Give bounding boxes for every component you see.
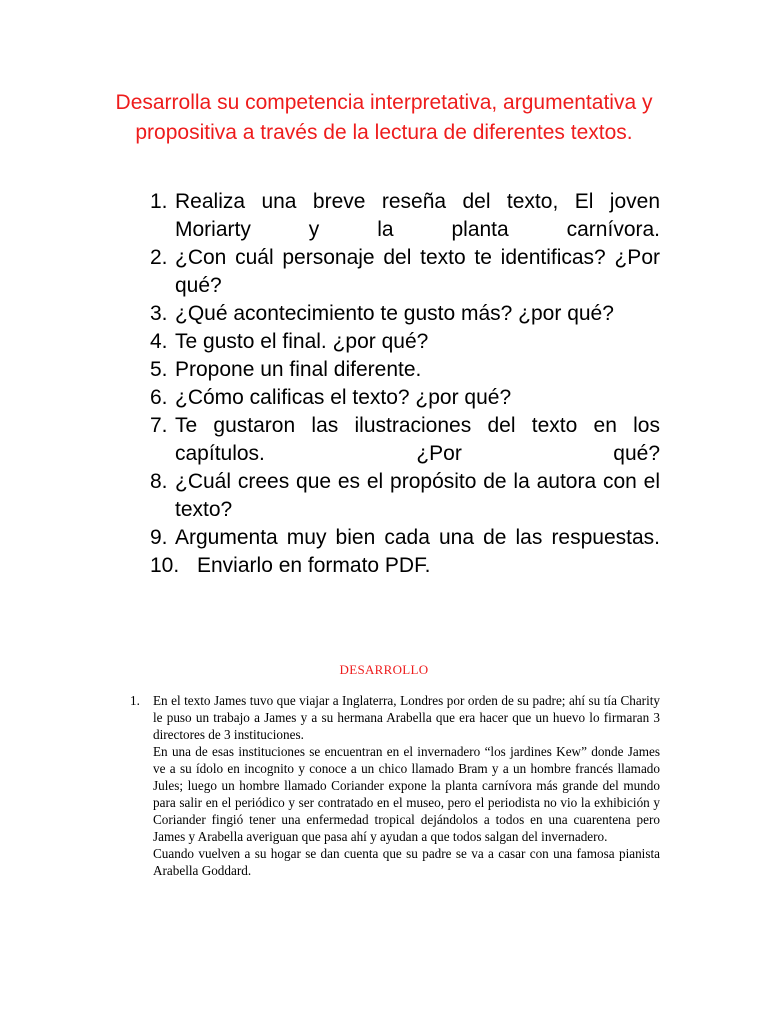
question-number: 3. bbox=[150, 302, 168, 325]
question-item bbox=[150, 328, 660, 356]
question-number: 6. bbox=[150, 386, 168, 409]
question-text: Te gusto el final. ¿por qué? bbox=[175, 330, 429, 353]
question-item bbox=[150, 356, 660, 384]
question-text: ¿Cuál crees que es el propósito de la autora con el texto? bbox=[175, 470, 660, 521]
question-item bbox=[150, 524, 660, 552]
question-text: Argumenta muy bien cada una de las respuestas. bbox=[175, 526, 660, 549]
question-text: Enviarlo en formato PDF. bbox=[197, 554, 431, 577]
question-text: ¿Cómo calificas el texto? ¿por qué? bbox=[175, 386, 512, 409]
question-item bbox=[150, 552, 660, 580]
question-number: 2. bbox=[150, 246, 168, 269]
question-number: 9. bbox=[150, 526, 168, 549]
document-heading: Desarrolla su competencia interpretativa, argumentativa y propositiva a través de la lectura de diferentes textos. bbox=[115, 91, 653, 144]
question-item bbox=[150, 244, 660, 300]
question-number: 10. bbox=[150, 554, 180, 577]
question-number: 4. bbox=[150, 330, 168, 353]
question-text: Realiza una breve reseña del texto, El joven Moriarty y la planta carnívora. bbox=[175, 190, 660, 241]
question-number: 8. bbox=[150, 470, 168, 493]
question-text: ¿Qué acontecimiento te gusto más? ¿por qué? bbox=[175, 302, 614, 325]
question-item bbox=[150, 188, 660, 244]
question-list bbox=[150, 188, 660, 580]
answer-paragraph: En una de esas instituciones se encuentran en el invernadero “los jardines Kew” donde James ve a su ídolo en incognito y conoce a un chico llamado Bram y a un hombre francés llamado Jules; luego un hombre llamado Coriander expone la planta carnívora más grande del mundo para salir en el periódico y ser contratado en el museo, pero el periodista no vio la exhibición y Coriander fingió tener una enfermedad tropical dejándolos a todos en una cuarentena pero James y Arabella averiguan que pasa ahí y ayudan a que todos salgan del invernadero. bbox=[153, 744, 660, 844]
question-item bbox=[150, 412, 660, 468]
answer-number: 1. bbox=[130, 693, 140, 708]
question-number: 7. bbox=[150, 414, 168, 437]
answer-paragraph: En el texto James tuvo que viajar a Inglaterra, Londres por orden de su padre; ahí su tía Charity le puso un trabajo a James y a su hermana Arabella que era hacer que un huevo lo firmaran 3 directores de 3 instituciones. bbox=[153, 693, 660, 742]
answer-list bbox=[130, 692, 660, 879]
question-text: Te gustaron las ilustraciones del texto en los capítulos. ¿Por qué? bbox=[175, 414, 660, 465]
development-title: DESARROLLO bbox=[339, 662, 429, 677]
question-item bbox=[150, 384, 660, 412]
question-number: 5. bbox=[150, 358, 168, 381]
answer-paragraph: Cuando vuelven a su hogar se dan cuenta que su padre se va a casar con una famosa pianista Arabella Goddard. bbox=[153, 846, 660, 878]
question-text: Propone un final diferente. bbox=[175, 358, 422, 381]
question-text: ¿Con cuál personaje del texto te identificas? ¿Por qué? bbox=[175, 246, 660, 297]
question-number: 1. bbox=[150, 190, 168, 213]
question-item bbox=[150, 468, 660, 524]
answer-item bbox=[130, 692, 660, 879]
question-item bbox=[150, 300, 660, 328]
